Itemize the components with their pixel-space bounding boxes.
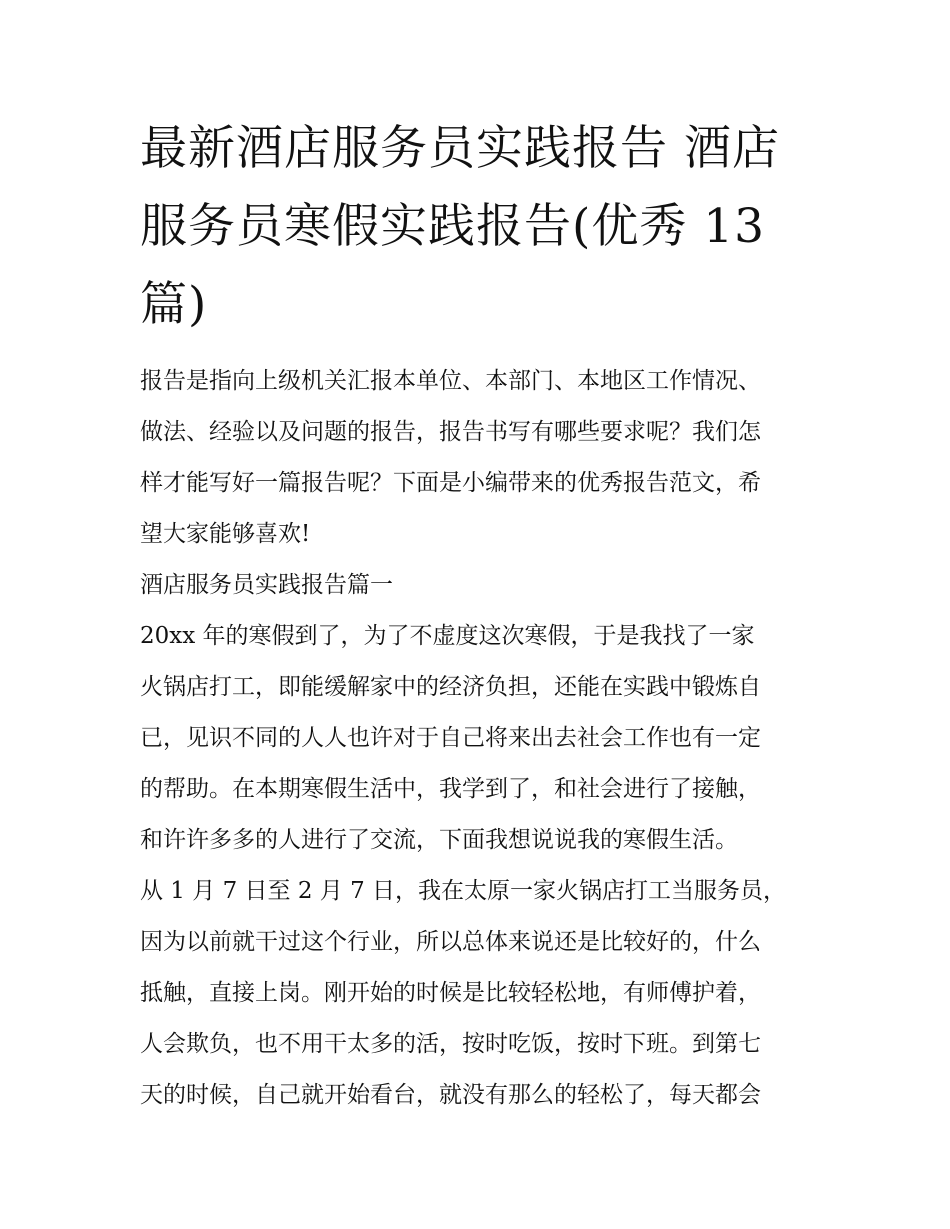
intro-paragraph [140, 356, 820, 560]
title-line: 服务员寒假实践报告(优秀 13 [140, 199, 766, 254]
document-page [140, 110, 820, 1121]
text-line: 和许许多多的人进行了交流，下面我想说说我的寒假生活。 [140, 827, 738, 853]
text-line: 的帮助。在本期寒假生活中，我学到了，和社会进行了接触， [140, 776, 761, 802]
text-line: 火锅店打工，即能缓解家中的经济负担，还能在实践中锻炼自 [140, 674, 761, 700]
text-line: 抵触，直接上岗。刚开始的时候是比较轻松地，有师傅护着， [140, 980, 761, 1006]
document-title [140, 110, 820, 344]
text-line: 因为以前就干过这个行业，所以总体来说还是比较好的，什么 [140, 929, 761, 955]
body-paragraph [140, 611, 820, 866]
text-line: 报告是指向上级机关汇报本单位、本部门、本地区工作情况、 [140, 368, 761, 394]
text-line: 20xx 年的寒假到了，为了不虚度这次寒假，于是我找了一家 [140, 623, 755, 649]
text-line: 已，见识不同的人人也许对于自己将来出去社会工作也有一定 [140, 725, 761, 751]
title-line: 篇) [140, 277, 208, 332]
section-heading [140, 560, 820, 611]
text-line: 样才能写好一篇报告呢？下面是小编带来的优秀报告范文，希 [140, 470, 761, 496]
text-line: 从 1 月 7 日至 2 月 7 日，我在太原一家火锅店打工当服务员， [140, 878, 787, 904]
text-line: 望大家能够喜欢! [140, 521, 311, 547]
text-line: 天的时候，自己就开始看台，就没有那么的轻松了，每天都会 [140, 1082, 761, 1108]
title-line: 最新酒店服务员实践报告 酒店 [140, 121, 780, 176]
text-line: 酒店服务员实践报告篇一 [140, 572, 393, 598]
text-line: 做法、经验以及问题的报告，报告书写有哪些要求呢？我们怎 [140, 419, 761, 445]
body-paragraph [140, 866, 820, 1121]
text-line: 人会欺负，也不用干太多的活，按时吃饭，按时下班。到第七 [140, 1031, 761, 1057]
